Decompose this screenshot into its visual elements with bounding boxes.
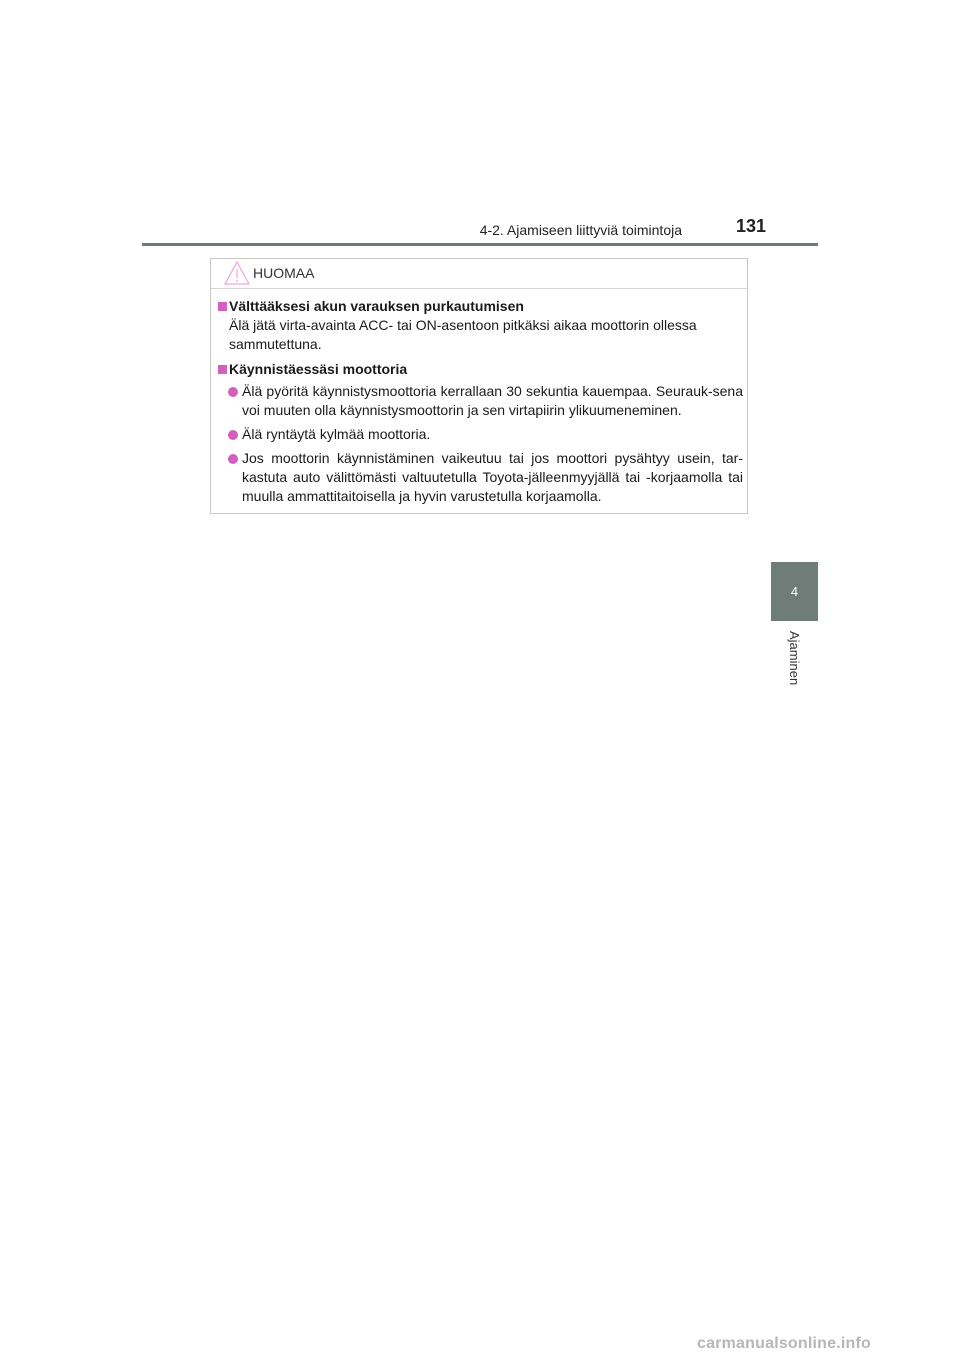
square-bullet-icon	[218, 365, 227, 374]
page-number: 131	[736, 216, 767, 236]
list-item-text: Älä pyöritä käynnistysmoottoria kerrallaan 30 sekuntia kauempaa. Seurauk-sena voi muuten olla käynnistysmoottorin ja sen virtapiirin ylikuumeneminen.	[242, 383, 743, 418]
list-item-text: Jos moottorin käynnistäminen vaikeutuu tai jos moottori pysähtyy usein, tar-kastuta auto välittömästi valtuutetulla Toyota-jälleenmyyjällä tai -korjaamolla tai muulla ammattitaitoisella ja hyvin varustetulla korjaamolla.	[242, 450, 743, 504]
watermark: carmanualsonline.info	[697, 1335, 872, 1352]
notice-section-starting	[211, 360, 749, 506]
notice-header	[211, 259, 747, 289]
section-heading	[211, 360, 749, 379]
list-item	[211, 449, 749, 506]
list-item	[211, 382, 749, 420]
section-paragraph: Älä jätä virta-avainta ACC- tai ON-asentoon pitkäksi aikaa moottorin ollessa sammutettuna.	[229, 317, 697, 352]
list-item	[211, 425, 749, 444]
warning-triangle-icon	[224, 260, 250, 291]
section-heading-text: Välttääksesi akun varauksen purkautumisen	[229, 298, 524, 314]
notice-box	[210, 258, 748, 514]
chapter-tab	[771, 562, 818, 621]
notice-section-battery	[211, 297, 749, 354]
round-bullet-icon	[228, 430, 238, 440]
section-title: 4-2. Ajamiseen liittyviä toimintoja	[479, 222, 682, 238]
notice-title: HUOMAA	[253, 265, 315, 281]
section-heading-text: Käynnistäessäsi moottoria	[229, 361, 408, 377]
round-bullet-icon	[228, 454, 238, 464]
round-bullet-icon	[228, 387, 238, 397]
header-rule	[142, 243, 818, 246]
section-heading	[211, 297, 749, 316]
square-bullet-icon	[218, 302, 227, 311]
list-item-text: Älä ryntäytä kylmää moottoria.	[242, 426, 431, 442]
notice-body	[211, 297, 749, 512]
chapter-number: 4	[790, 584, 799, 599]
chapter-label: Ajaminen	[787, 631, 802, 686]
